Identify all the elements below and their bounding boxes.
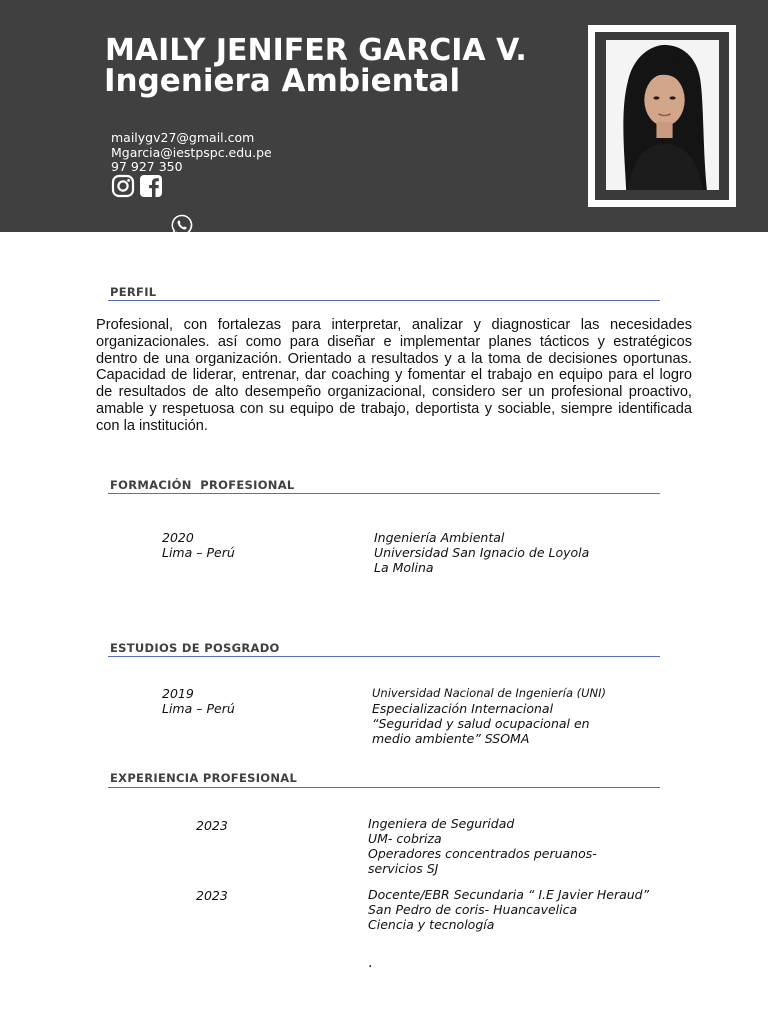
formacion-place: Lima – Perú xyxy=(162,545,235,560)
posgrado-program: Especialización Internacional xyxy=(372,701,554,716)
section-heading-experiencia: EXPERIENCIA PROFESIONAL xyxy=(110,771,298,785)
job-title: Ingeniera Ambiental xyxy=(104,63,461,99)
header-banner xyxy=(0,0,768,232)
experiencia-2-subject: Ciencia y tecnología xyxy=(368,917,495,932)
section-heading-posgrado: ESTUDIOS DE POSGRADO xyxy=(110,641,280,655)
trailing-mark: . xyxy=(368,955,373,971)
profile-photo-frame xyxy=(588,25,736,207)
section-divider xyxy=(108,656,660,657)
facebook-icon[interactable] xyxy=(139,174,163,198)
contact-block xyxy=(111,131,272,175)
whatsapp-icon[interactable] xyxy=(170,213,194,237)
posgrado-date-place xyxy=(162,686,235,716)
instagram-icon[interactable] xyxy=(111,174,135,198)
experiencia-2-year: 2023 xyxy=(196,888,228,903)
posgrado-program-title: “Seguridad y salud ocupacional en xyxy=(372,716,590,731)
phone-number[interactable]: 97 927 350 xyxy=(111,159,183,174)
experiencia-2-role: Docente/EBR Secundaria “ I.E Javier Heraud” xyxy=(368,887,650,902)
profile-summary: Profesional, con fortalezas para interpretar, analizar y diagnosticar las necesidades organizacionales. así como para diseñar e implementar planes tácticos y estratégicos dentro de una organización. Orientado a resultados y a la toma de decisiones oportunas. Capacidad de liderar, entrenar, dar coaching y fomentar el trabajo en equipo para el logro de resultados de alto desempeño organizacional, considero ser un profesional proactivo, amable y respetuosa con su equipo de trabajo, deportista y sociable, siempre identificada con la institución. xyxy=(96,317,692,434)
experiencia-1-role: Ingeniera de Seguridad xyxy=(368,816,515,831)
formacion-details xyxy=(374,530,589,575)
formacion-year: 2020 xyxy=(162,530,194,545)
section-heading-perfil: PERFIL xyxy=(110,285,157,299)
posgrado-place: Lima – Perú xyxy=(162,701,235,716)
formacion-degree: Ingeniería Ambiental xyxy=(374,530,505,545)
experiencia-1-details xyxy=(368,816,597,876)
social-links xyxy=(111,174,163,198)
formacion-university: Universidad San Ignacio de Loyola xyxy=(374,545,590,560)
email-personal[interactable]: mailygv27@gmail.com xyxy=(111,130,255,145)
experiencia-1-employer-cont: servicios SJ xyxy=(368,861,439,876)
section-divider xyxy=(108,493,660,494)
experiencia-2-details xyxy=(368,887,649,932)
person-name: MAILY JENIFER GARCIA V. xyxy=(105,33,527,68)
portrait-image xyxy=(606,40,719,190)
experiencia-1-year: 2023 xyxy=(196,818,228,833)
formacion-campus: La Molina xyxy=(374,560,434,575)
posgrado-details xyxy=(372,686,606,746)
experiencia-1-company: UM- cobriza xyxy=(368,831,442,846)
posgrado-program-title-cont: medio ambiente” SSOMA xyxy=(372,731,530,746)
experiencia-1-employer: Operadores concentrados peruanos- xyxy=(368,846,597,861)
email-institutional[interactable]: Mgarcia@iestpspc.edu.pe xyxy=(111,144,272,160)
posgrado-year: 2019 xyxy=(162,686,194,701)
section-heading-formacion: FORMACIÓN PROFESIONAL xyxy=(110,478,295,492)
posgrado-institution: Universidad Nacional de Ingeniería (UNI) xyxy=(372,686,607,700)
profile-photo xyxy=(595,32,729,200)
section-divider xyxy=(108,787,660,788)
formacion-date-place xyxy=(162,530,235,560)
section-divider xyxy=(108,300,660,301)
experiencia-2-location: San Pedro de coris- Huancavelica xyxy=(368,902,578,917)
